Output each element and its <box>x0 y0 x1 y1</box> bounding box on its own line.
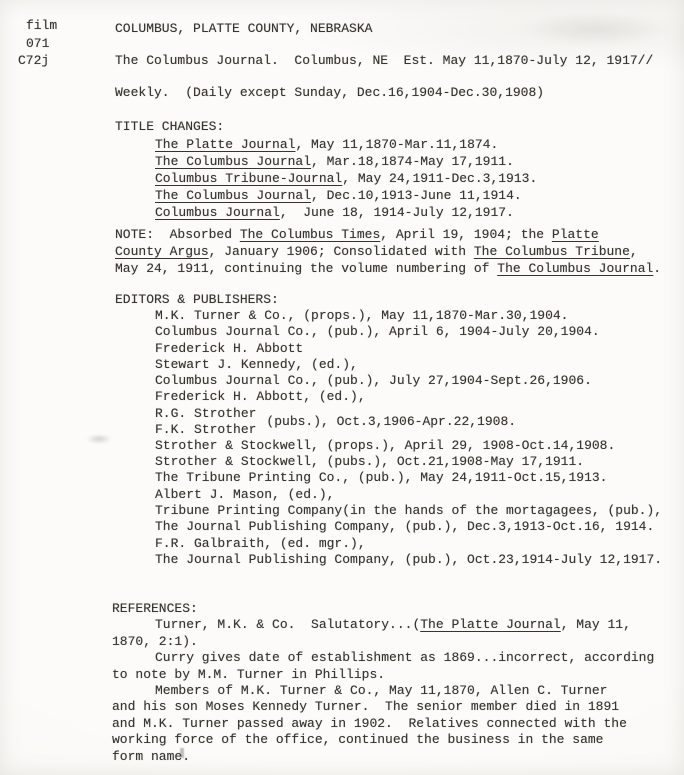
text-segment: May 24, 1911, continuing the volume numbering of <box>115 261 498 276</box>
masthead-line: The Columbus Journal. Columbus, NE Est. May 11,1870-July 12, 1917// <box>115 53 654 68</box>
title-dates: , Dec.10,1913-June 11,1914. <box>311 188 522 203</box>
editor-entry: Albert J. Mason, (ed.), <box>155 486 335 502</box>
newspaper-title: Columbus Tribune-Journal <box>155 171 343 186</box>
title-change-entry <box>155 136 537 153</box>
title-changes-entries <box>155 136 537 221</box>
newspaper-title: The Columbus Journal <box>155 154 312 169</box>
editor-entry: Frederick H. Abbott, (ed.), <box>155 389 366 405</box>
editor-entry: F.R. Galbraith, (ed. mgr.), <box>155 535 366 551</box>
editor-entry: M.K. Turner & Co., (props.), May 11,1870-Mar.30,1904. <box>155 308 569 323</box>
title-changes-label: TITLE CHANGES: <box>115 119 225 134</box>
editor-entry: Strother & Stockwell, (pubs.), Oct.21,1908-May 17,1911. <box>155 454 585 470</box>
reference-line <box>155 617 654 633</box>
reference-line <box>112 699 654 715</box>
pair-dates: (pubs.), Oct.3,1906-Apr.22,1908. <box>266 413 517 429</box>
text-segment: Members of M.K. Turner & Co., May 11,1870, Allen C. Turner <box>155 683 608 699</box>
underlined-title: Platte <box>551 227 599 242</box>
title-change-entry <box>155 170 537 187</box>
title-dates: , May 24,1911-Dec.3,1913. <box>342 171 538 186</box>
note-line <box>115 260 661 277</box>
underlined-title: The Columbus Journal <box>497 261 654 276</box>
text-segment: form name. <box>112 748 191 764</box>
title-changes-section <box>115 118 537 221</box>
text-segment: 1870, 2:1). <box>112 633 198 649</box>
text-segment: to note by M.M. Turner in Phillips. <box>112 666 386 682</box>
call-number <box>18 17 57 70</box>
newspaper-title: The Columbus Journal <box>155 188 312 203</box>
editor-entry-pair <box>155 406 662 438</box>
text-segment: working force of the office, continued the business in the same <box>112 732 604 748</box>
publisher-name: R.G. Strother <box>155 405 257 421</box>
reference-line <box>112 634 654 650</box>
editor-entry: Columbus Journal Co., (pub.), April 6, 1904-July 20,1904. <box>155 324 600 340</box>
newspaper-title: Columbus Journal <box>155 205 280 220</box>
references-label: REFERENCES: <box>112 601 198 616</box>
text-segment: , <box>629 244 638 259</box>
title-change-entry <box>155 187 537 204</box>
title-change-entry <box>155 153 537 170</box>
title-dates: , June 18, 1914-July 12,1917. <box>279 205 514 220</box>
text-segment: Curry gives date of establishment as 1869...incorrect, according <box>155 650 655 666</box>
reference-line <box>112 716 654 732</box>
text-segment: . <box>653 261 662 276</box>
text-segment: , April 19, 1904; the <box>380 227 552 242</box>
underlined-title: The Platte Journal <box>420 617 561 633</box>
scan-smudge <box>520 12 670 46</box>
editor-entry: Stewart J. Kennedy, (ed.), <box>155 356 358 372</box>
editors-publishers-label: EDITORS & PUBLISHERS: <box>115 292 279 307</box>
reference-line <box>112 732 654 748</box>
editor-entry: Strother & Stockwell, (props.), April 29, 1908-Oct.14,1908. <box>155 437 616 453</box>
editor-entry: Columbus Journal Co., (pub.), July 27,1904-Sept.26,1906. <box>155 373 592 389</box>
title-change-entry <box>155 204 537 221</box>
note-section <box>115 226 661 277</box>
note-line <box>115 226 661 243</box>
text-segment: , May 11, <box>560 617 631 633</box>
text-segment: NOTE: Absorbed <box>115 227 240 242</box>
editor-entry: Tribune Printing Company(in the hands of the mortagagees, (pub.), <box>155 502 663 518</box>
editor-entry: The Journal Publishing Company, (pub.), Oct.23,1914-July 12,1917. <box>155 551 663 567</box>
editor-entry: The Tribune Printing Co., (pub.), May 24,1911-Oct.15,1913. <box>155 470 608 486</box>
references-lines <box>112 617 654 765</box>
editor-entry: Frederick H. Abbott <box>155 340 304 356</box>
title-dates: , Mar.18,1874-May 17,1911. <box>311 154 514 169</box>
reference-line <box>155 683 654 699</box>
frequency-line: Weekly. (Daily except Sunday, Dec.16,1904-Dec.30,1908) <box>115 85 545 100</box>
county-heading: COLUMBUS, PLATTE COUNTY, NEBRASKA <box>115 21 373 36</box>
call-number-line: C72j <box>18 53 50 68</box>
title-dates: , May 11,1870-Mar.11,1874. <box>295 137 499 152</box>
publisher-name: F.K. Strother <box>155 421 257 437</box>
call-number-line: 071 <box>26 35 50 51</box>
references-section <box>112 601 654 765</box>
editors-publishers-entries <box>155 308 662 568</box>
editors-publishers-section <box>115 291 662 568</box>
editor-entry: The Journal Publishing Company, (pub.), Dec.3,1913-Oct.16, 1914. <box>155 519 655 535</box>
reference-line <box>112 667 654 683</box>
text-segment: and M.K. Turner passed away in 1902. Relatives connected with the <box>112 715 627 731</box>
underlined-title: The Columbus Tribune <box>473 244 630 259</box>
scan-smudge <box>86 434 112 444</box>
text-segment: and his son Moses Kennedy Turner. The senior member died in 1891 <box>112 699 620 715</box>
newspaper-title: The Platte Journal <box>155 137 296 152</box>
underlined-title: County Argus <box>115 244 209 259</box>
text-segment: , January 1906; Consolidated with <box>208 244 474 259</box>
pair-names <box>155 406 256 438</box>
call-number-line: film <box>26 18 58 33</box>
note-line <box>115 243 661 260</box>
reference-line <box>112 749 654 765</box>
text-segment: Turner, M.K. & Co. Salutatory...( <box>155 617 421 633</box>
underlined-title: The Columbus Times <box>239 227 381 242</box>
reference-line <box>155 650 654 666</box>
